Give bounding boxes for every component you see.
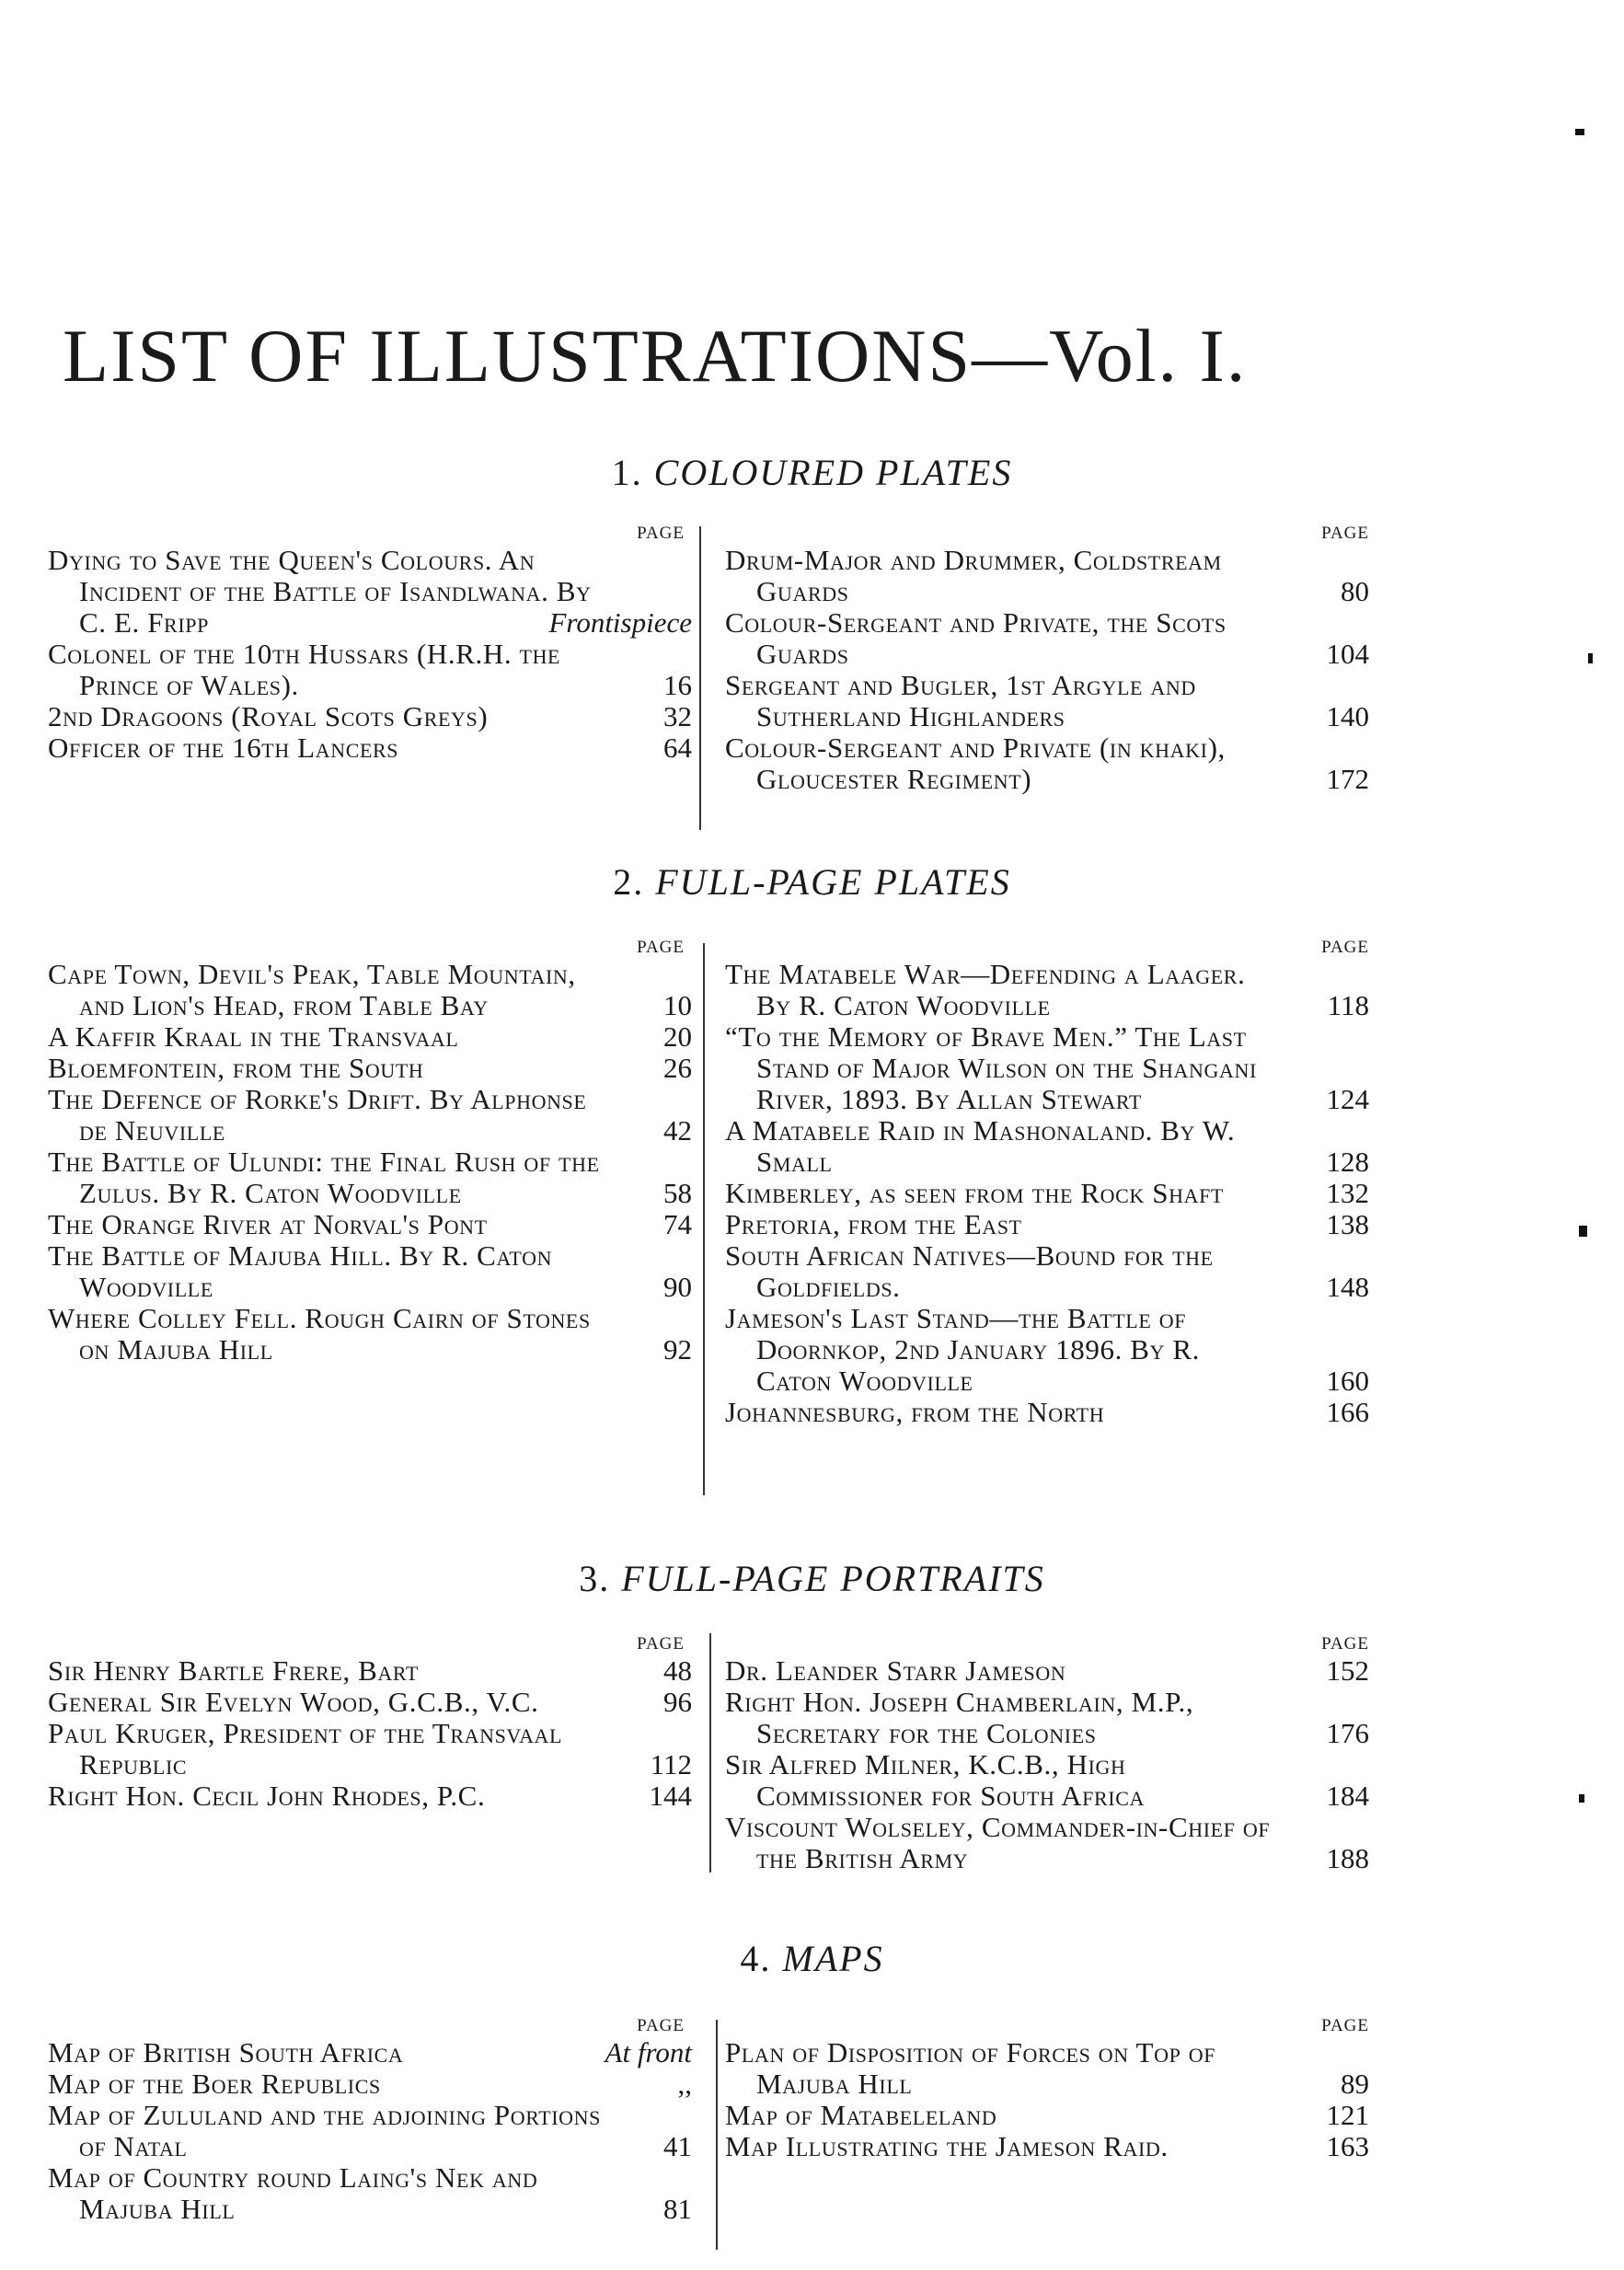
list-item: South African Natives—Bound for the Goldfields. 148 bbox=[725, 1239, 1369, 1303]
section-number: 4. bbox=[740, 1938, 772, 1979]
section-heading-full-page-plates bbox=[0, 860, 1624, 904]
list-item: “To the Memory of Brave Men.” The Last Stand of Major Wilson on the Shangani River, 1893. By Allan Stewart 124 bbox=[725, 1020, 1369, 1115]
list-item: Jameson's Last Stand—the Battle of Doornkop, 2nd January 1896. By R. Caton Woodville 160 bbox=[725, 1302, 1369, 1397]
full-page-portraits-right-column bbox=[725, 1633, 1369, 1874]
column-divider bbox=[709, 1633, 711, 1872]
section-title: FULL-PAGE PORTRAITS bbox=[621, 1558, 1045, 1599]
list-item: Dr. Leander Starr Jameson 152 bbox=[725, 1654, 1369, 1687]
section-number: 2. bbox=[613, 861, 645, 903]
section-heading-full-page-portraits bbox=[0, 1557, 1624, 1600]
list-item: The Orange River at Norval's Pont 74 bbox=[48, 1208, 692, 1240]
list-item: Cape Town, Devil's Peak, Table Mountain, and Lion's Head, from Table Bay 10 bbox=[48, 958, 692, 1021]
section-title: MAPS bbox=[782, 1938, 884, 1979]
section-title: FULL-PAGE PLATES bbox=[655, 861, 1011, 903]
list-item: A Matabele Raid in Mashonaland. By W. Small 128 bbox=[725, 1114, 1369, 1178]
page-title: LIST OF ILLUSTRATIONS—Vol. I. bbox=[63, 314, 1248, 398]
page-column-header: PAGE bbox=[1321, 524, 1369, 543]
full-page-plates-left-column bbox=[48, 937, 692, 1365]
maps-left-column bbox=[48, 2015, 692, 2225]
list-item: Map of Zululand and the adjoining Portions of Natal 41 bbox=[48, 2099, 692, 2162]
list-item: Map of British South Africa At front bbox=[48, 2036, 692, 2068]
section-number: 3. bbox=[579, 1558, 611, 1599]
list-item: Colonel of the 10th Hussars (H.R.H. the Prince of Wales). 16 bbox=[48, 638, 692, 701]
page-column-header: PAGE bbox=[637, 2016, 685, 2035]
list-item: 2nd Dragoons (Royal Scots Greys) 32 bbox=[48, 700, 692, 732]
list-item: Johannesburg, from the North 166 bbox=[725, 1396, 1369, 1428]
page-column-header: PAGE bbox=[637, 938, 685, 957]
section-heading-maps bbox=[0, 1937, 1624, 1980]
list-item: The Battle of Ulundi: the Final Rush of the Zulus. By R. Caton Woodville 58 bbox=[48, 1146, 692, 1209]
list-item: Pretoria, from the East 138 bbox=[725, 1208, 1369, 1240]
maps-right-column bbox=[725, 2015, 1369, 2162]
list-item: Bloemfontein, from the South 26 bbox=[48, 1052, 692, 1084]
list-item: Kimberley, as seen from the Rock Shaft 132 bbox=[725, 1177, 1369, 1209]
list-item: Paul Kruger, President of the Transvaal Republic 112 bbox=[48, 1717, 692, 1780]
scan-speck bbox=[1575, 129, 1584, 135]
list-item: Right Hon. Cecil John Rhodes, P.C. 144 bbox=[48, 1780, 692, 1812]
full-page-plates-right-column bbox=[725, 937, 1369, 1428]
scan-speck bbox=[1579, 1226, 1587, 1237]
page-column-header: PAGE bbox=[637, 1634, 685, 1654]
page-column-header: PAGE bbox=[1321, 1634, 1369, 1654]
page-column-header: PAGE bbox=[1321, 938, 1369, 957]
list-item: Plan of Disposition of Forces on Top of Majuba Hill 89 bbox=[725, 2036, 1369, 2100]
list-item: Map of Country round Laing's Nek and Majuba Hill 81 bbox=[48, 2161, 692, 2225]
section-heading-coloured-plates bbox=[0, 451, 1624, 494]
list-item: Map of the Boer Republics ,, bbox=[48, 2068, 692, 2100]
section-number: 1. bbox=[611, 452, 643, 493]
list-item: Right Hon. Joseph Chamberlain, M.P., Secretary for the Colonies 176 bbox=[725, 1686, 1369, 1749]
list-item: Sir Alfred Milner, K.C.B., High Commissioner for South Africa 184 bbox=[725, 1748, 1369, 1812]
column-divider bbox=[703, 943, 705, 1495]
list-item: Viscount Wolseley, Commander-in-Chief of the British Army 188 bbox=[725, 1811, 1369, 1874]
list-item: Colour-Sergeant and Private, the Scots Guards 104 bbox=[725, 606, 1369, 670]
list-item: Map of Matabeleland 121 bbox=[725, 2099, 1369, 2131]
scan-speck bbox=[1588, 653, 1593, 663]
list-item: Map Illustrating the Jameson Raid. 163 bbox=[725, 2130, 1369, 2162]
list-item: The Matabele War—Defending a Laager. By R. Caton Woodville 118 bbox=[725, 958, 1369, 1021]
list-item: Sergeant and Bugler, 1st Argyle and Sutherland Highlanders 140 bbox=[725, 669, 1369, 732]
list-item: Where Colley Fell. Rough Cairn of Stones on Majuba Hill 92 bbox=[48, 1302, 692, 1365]
list-item: Drum-Major and Drummer, Coldstream Guards 80 bbox=[725, 544, 1369, 607]
column-divider bbox=[716, 2020, 718, 2250]
list-item: A Kaffir Kraal in the Transvaal 20 bbox=[48, 1020, 692, 1053]
list-item: Officer of the 16th Lancers 64 bbox=[48, 732, 692, 764]
coloured-plates-left-column bbox=[48, 523, 692, 764]
full-page-portraits-left-column bbox=[48, 1633, 692, 1812]
coloured-plates-right-column bbox=[725, 523, 1369, 795]
list-item: Sir Henry Bartle Frere, Bart 48 bbox=[48, 1654, 692, 1687]
scan-speck bbox=[1579, 1794, 1584, 1803]
page-column-header: PAGE bbox=[1321, 2016, 1369, 2035]
page-column-header: PAGE bbox=[637, 524, 685, 543]
column-divider bbox=[699, 526, 701, 830]
list-item: The Defence of Rorke's Drift. By Alphonse de Neuville 42 bbox=[48, 1083, 692, 1147]
section-title: COLOURED PLATES bbox=[653, 452, 1013, 493]
list-item: Colour-Sergeant and Private (in khaki), Gloucester Regiment) 172 bbox=[725, 732, 1369, 795]
list-item: Dying to Save the Queen's Colours. An Incident of the Battle of Isandlwana. By C. E. Fripp Frontispiece bbox=[48, 544, 692, 639]
list-item: The Battle of Majuba Hill. By R. Caton Woodville 90 bbox=[48, 1239, 692, 1303]
list-item: General Sir Evelyn Wood, G.C.B., V.C. 96 bbox=[48, 1686, 692, 1718]
